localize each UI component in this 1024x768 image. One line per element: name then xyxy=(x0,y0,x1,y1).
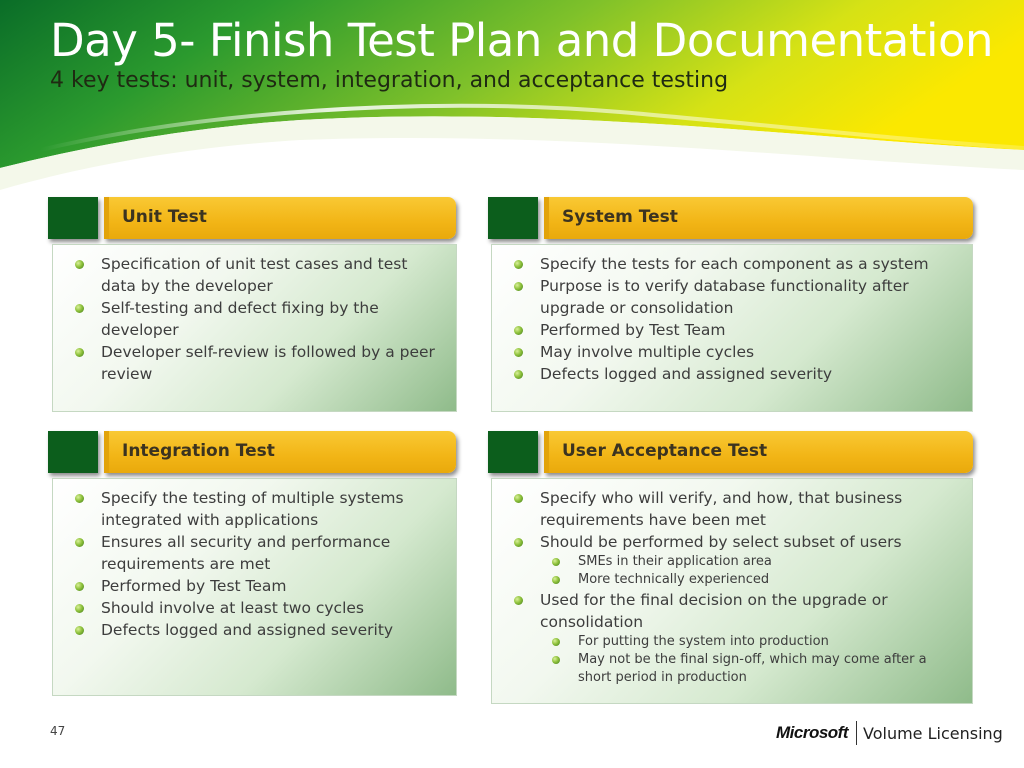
list-item: Ensures all security and performance requirements are met xyxy=(75,531,444,575)
header-bar xyxy=(104,197,456,239)
bullet-icon xyxy=(514,260,523,269)
bullet-icon xyxy=(75,304,84,313)
header-bar xyxy=(544,431,973,473)
bullet-icon xyxy=(514,348,523,357)
bullet-icon xyxy=(552,638,560,646)
integration-test-box xyxy=(52,478,457,696)
bullet-icon xyxy=(514,282,523,291)
list-item: Self-testing and defect fixing by the developer xyxy=(75,297,444,341)
header-square xyxy=(488,197,538,239)
integration-test-list xyxy=(75,487,444,641)
list-item: May involve multiple cycles xyxy=(514,341,960,363)
list-item: Defects logged and assigned severity xyxy=(514,363,960,385)
header-bar xyxy=(104,431,456,473)
uat-heading: User Acceptance Test xyxy=(562,441,768,461)
microsoft-wordmark: Microsoft xyxy=(776,723,848,742)
unit-test-list xyxy=(75,253,444,385)
volume-licensing-text: Volume Licensing xyxy=(863,723,1003,743)
uat-box xyxy=(491,478,973,704)
list-item: Purpose is to verify database functionality after upgrade or consolidation xyxy=(514,275,960,319)
bullet-icon xyxy=(75,604,84,613)
bullet-icon xyxy=(552,558,560,566)
bullet-icon xyxy=(514,326,523,335)
system-test-list xyxy=(514,253,960,385)
list-item: Specify the tests for each component as a system xyxy=(514,253,960,275)
list-item: Performed by Test Team xyxy=(75,575,444,597)
header-square xyxy=(488,431,538,473)
uat-header xyxy=(488,431,974,476)
list-item: Specify who will verify, and how, that business requirements have been met xyxy=(514,487,960,531)
bullet-icon xyxy=(514,538,523,547)
system-test-box xyxy=(491,244,973,412)
unit-test-header xyxy=(48,197,458,242)
microsoft-volume-licensing-logo xyxy=(776,721,1003,745)
list-item: Performed by Test Team xyxy=(514,319,960,341)
list-item: Defects logged and assigned severity xyxy=(75,619,444,641)
system-test-header xyxy=(488,197,974,242)
list-item: Used for the final decision on the upgrade or consolidation xyxy=(514,589,960,633)
bullet-icon xyxy=(75,260,84,269)
sub-list-item: For putting the system into production xyxy=(514,633,960,651)
slide-subtitle: 4 key tests: unit, system, integration, and acceptance testing xyxy=(50,68,729,93)
header-square xyxy=(48,197,98,239)
sub-list-item: SMEs in their application area xyxy=(514,553,960,571)
bullet-icon xyxy=(552,576,560,584)
header-bar xyxy=(544,197,973,239)
integration-test-heading: Integration Test xyxy=(122,441,275,461)
list-item: Developer self-review is followed by a peer review xyxy=(75,341,444,385)
sub-list-item: May not be the final sign-off, which may come after a short period in production xyxy=(514,651,960,687)
bullet-icon xyxy=(75,626,84,635)
list-item: Should be performed by select subset of users xyxy=(514,531,960,553)
integration-test-header xyxy=(48,431,458,476)
bullet-icon xyxy=(75,494,84,503)
unit-test-heading: Unit Test xyxy=(122,207,207,227)
bullet-icon xyxy=(514,494,523,503)
system-test-heading: System Test xyxy=(562,207,678,227)
bullet-icon xyxy=(514,370,523,379)
bullet-icon xyxy=(75,348,84,357)
bullet-icon xyxy=(75,538,84,547)
list-item: Specification of unit test cases and test data by the developer xyxy=(75,253,444,297)
unit-test-box xyxy=(52,244,457,412)
bullet-icon xyxy=(75,582,84,591)
uat-list xyxy=(514,487,960,687)
list-item: Specify the testing of multiple systems integrated with applications xyxy=(75,487,444,531)
list-item: Should involve at least two cycles xyxy=(75,597,444,619)
logo-divider xyxy=(856,721,857,745)
slide-title: Day 5- Finish Test Plan and Documentation xyxy=(50,14,994,67)
bullet-icon xyxy=(514,596,523,605)
header-square xyxy=(48,431,98,473)
page-number: 47 xyxy=(50,724,66,738)
sub-list-item: More technically experienced xyxy=(514,571,960,589)
bullet-icon xyxy=(552,656,560,664)
